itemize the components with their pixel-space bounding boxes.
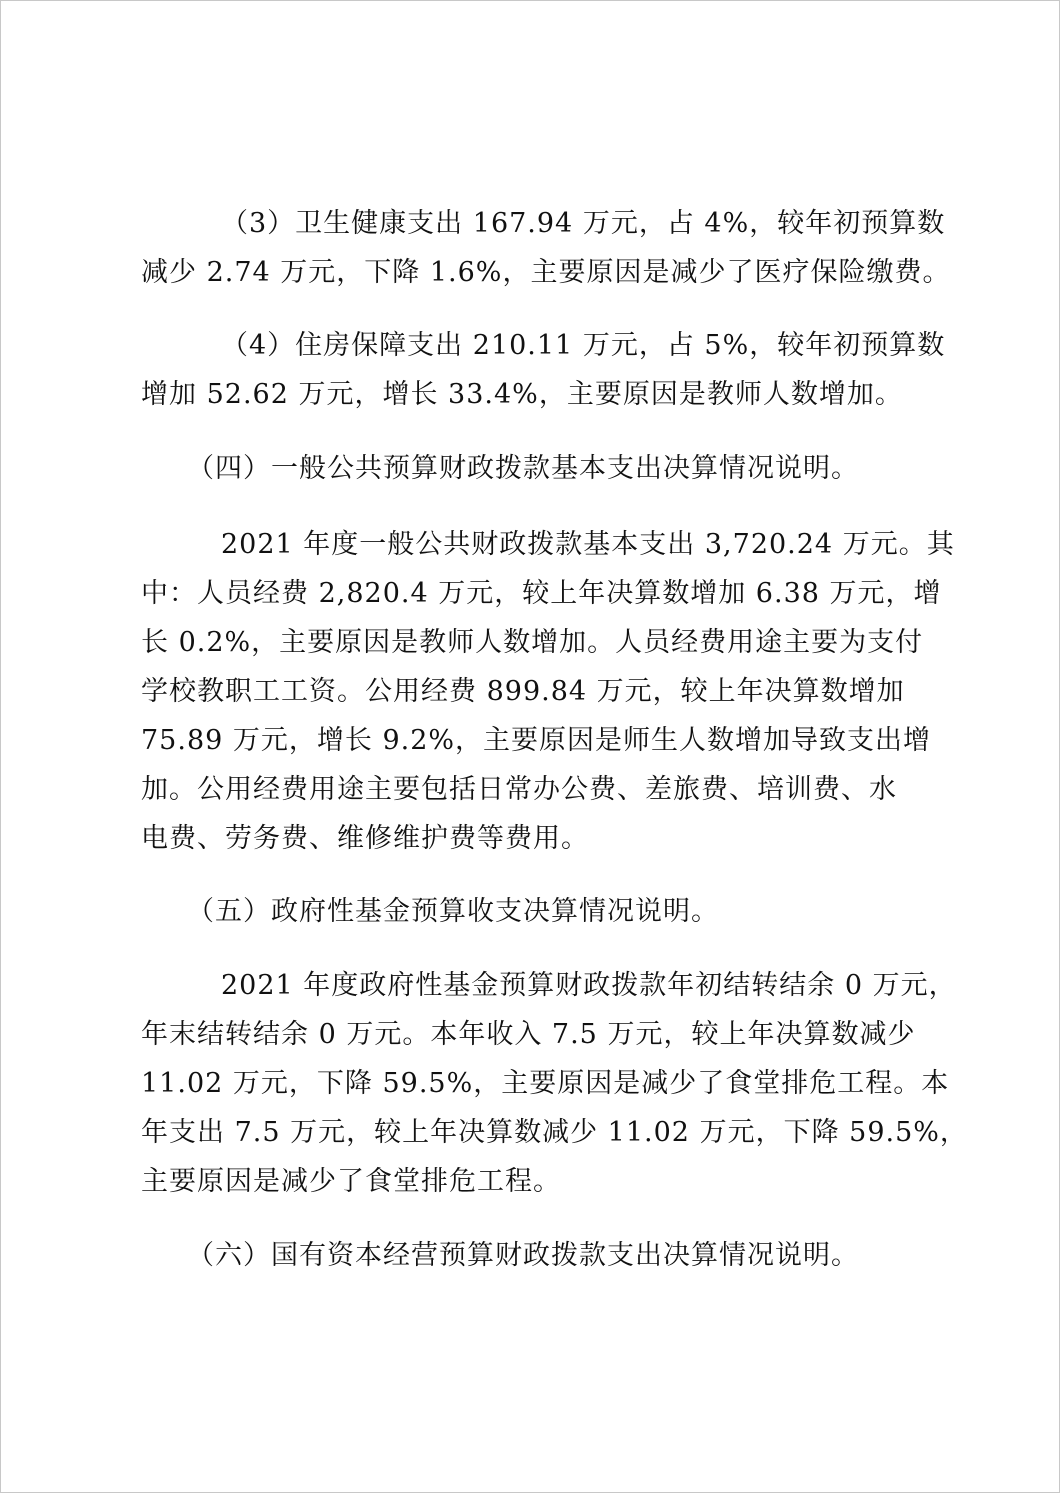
text-line: 75.89 万元，增长 9.2%，主要原因是师生人数增加导致支出增 [141,725,932,756]
text-line: 加。公用经费用途主要包括日常办公费、差旅费、培训费、水 [141,774,897,805]
section-heading: （四）一般公共预算财政拨款基本支出决算情况说明。 [187,453,859,484]
text-line: 减少 2.74 万元，下降 1.6%，主要原因是减少了医疗保险缴费。 [141,257,951,288]
text-line: 年支出 7.5 万元，较上年决算数减少 11.02 万元，下降 59.5%， [141,1117,968,1148]
paragraph-government-fund [141,961,968,1206]
section-heading-state-capital [141,1231,941,1280]
text-line: （3）卫生健康支出 167.94 万元，占 4%，较年初预算数 [221,208,946,239]
text-line: 电费、劳务费、维修维护费等费用。 [141,823,589,854]
text-line: 学校教职工工资。公用经费 899.84 万元，较上年决算数增加 [141,676,905,707]
paragraph-health-expenditure [141,199,951,297]
paragraph-housing-expenditure [141,321,946,419]
text-line: 2021 年度政府性基金预算财政拨款年初结转结余 0 万元， [221,970,957,1001]
text-line: 2021 年度一般公共财政拨款基本支出 3,720.24 万元。其 [221,529,955,560]
text-line: 长 0.2%，主要原因是教师人数增加。人员经费用途主要为支付 [141,627,924,658]
section-heading: （五）政府性基金预算收支决算情况说明。 [187,896,719,927]
text-line: 年末结转结余 0 万元。本年收入 7.5 万元，较上年决算数减少 [141,1019,916,1050]
text-line: （4）住房保障支出 210.11 万元，占 5%，较年初预算数 [221,330,946,361]
section-heading-government-fund [141,887,941,936]
paragraph-basic-expenditure [141,520,955,863]
text-line: 中：人员经费 2,820.4 万元，较上年决算数增加 6.38 万元，增 [141,578,942,609]
text-line: 11.02 万元，下降 59.5%，主要原因是减少了食堂排危工程。本 [141,1068,950,1099]
section-heading-basic-expenditure [141,444,941,493]
section-heading: （六）国有资本经营预算财政拨款支出决算情况说明。 [187,1240,859,1271]
text-line: 增加 52.62 万元，增长 33.4%，主要原因是教师人数增加。 [141,379,903,410]
text-line: 主要原因是减少了食堂排危工程。 [141,1166,561,1197]
